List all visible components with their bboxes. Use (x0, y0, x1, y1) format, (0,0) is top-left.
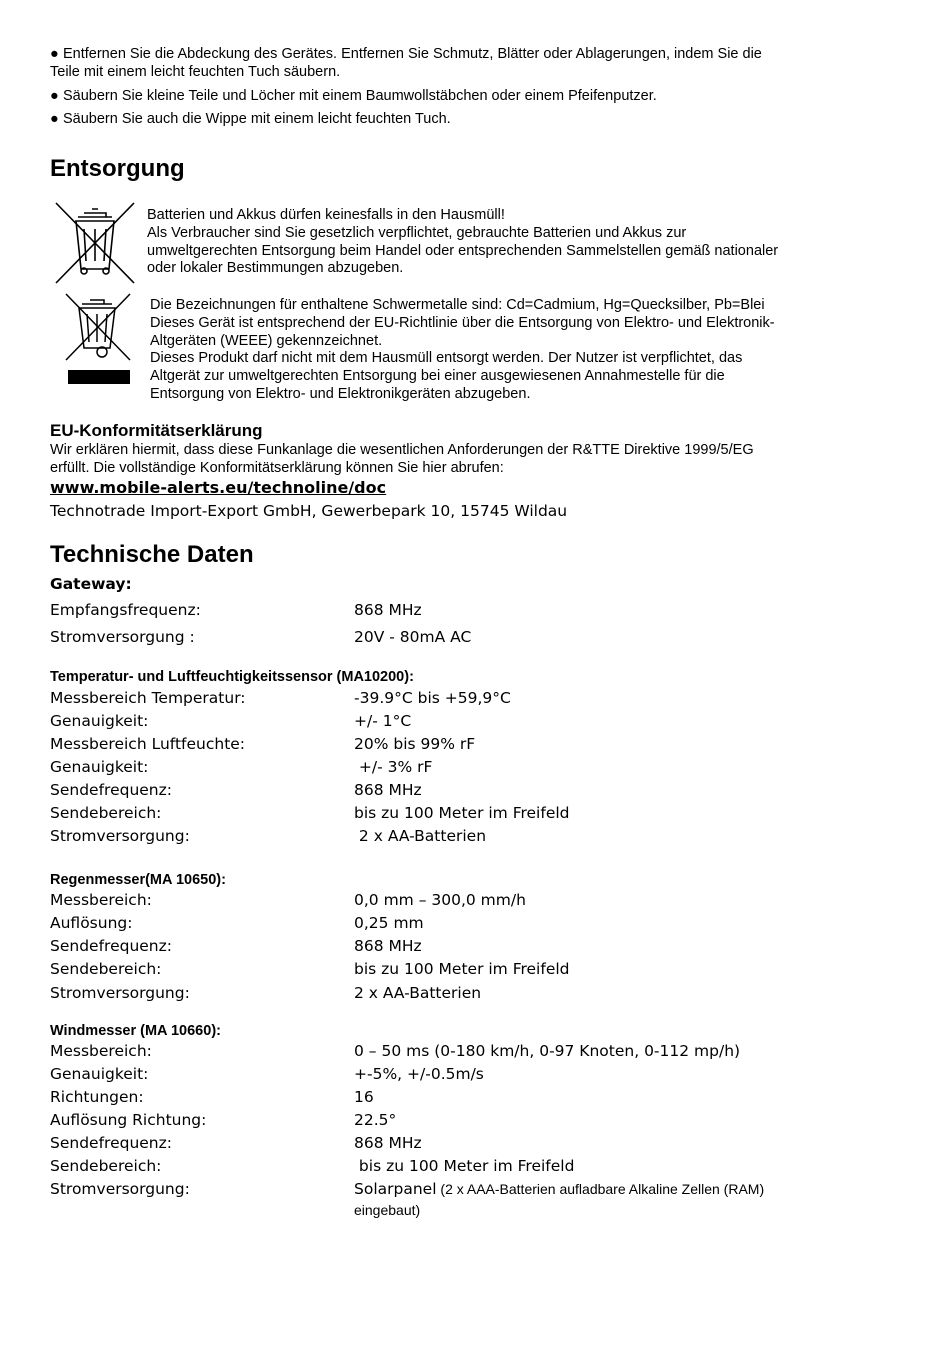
spec-row (50, 984, 870, 1006)
bullet-text: Säubern Sie kleine Teile und Löcher mit einem Baumwollstäbchen oder einem Pfeifenputzer. (63, 88, 657, 104)
spec-label: Genauigkeit: (50, 758, 149, 776)
text-line: Altgerät zur umweltgerechten Entsorgung bei einer ausgewiesenen Annahmestelle für die (150, 368, 725, 385)
spec-row (50, 960, 870, 982)
spec-label: Sendefrequenz: (50, 1134, 172, 1152)
text-line: Dieses Produkt darf nicht mit dem Hausmüll entsorgt werden. Der Nutzer ist verpflichtet, das (150, 350, 743, 367)
power-detail-cont: eingebaut) (354, 1202, 421, 1218)
spec-row (50, 689, 870, 711)
spec-value: bis zu 100 Meter im Freifeld (354, 1157, 575, 1175)
thsensor-heading: Temperatur- und Luftfeuchtigkeitssensor (MA10200): (50, 669, 414, 685)
spec-label: Sendebereich: (50, 960, 162, 978)
disposal-heading: Entsorgung (50, 155, 185, 182)
spec-value: 0 – 50 ms (0-180 km/h, 0-97 Knoten, 0-112 mp/h) (354, 1042, 741, 1060)
spec-row (50, 628, 870, 650)
spec-value: 20% bis 99% rF (354, 735, 476, 753)
bullet-text-cont: Teile mit einem leicht feuchten Tuch säubern. (50, 64, 341, 80)
spec-row (50, 601, 870, 623)
cleaning-bullet-1 (50, 45, 830, 81)
spec-row (50, 937, 870, 959)
bullet-dot-icon: ● (50, 88, 59, 104)
spec-value: bis zu 100 Meter im Freifeld (354, 960, 570, 978)
spec-label: Messbereich: (50, 891, 152, 909)
spec-label: Auflösung: (50, 914, 133, 932)
text-line: Die Bezeichnungen für enthaltene Schwermetalle sind: Cd=Cadmium, Hg=Quecksilber, Pb=Blei (150, 297, 765, 313)
spec-label: Genauigkeit: (50, 1065, 149, 1083)
spec-value: +/- 1°C (354, 712, 412, 730)
spec-label: Stromversorgung: (50, 984, 190, 1002)
spec-label: Stromversorgung: (50, 1180, 190, 1198)
conformity-text (50, 442, 754, 478)
spec-value (354, 1180, 764, 1198)
disposal-battery-text (147, 207, 778, 278)
spec-row (50, 1042, 870, 1064)
rain-heading: Regenmesser(MA 10650): (50, 872, 226, 888)
bullet-dot-icon: ● (50, 111, 59, 127)
spec-value: -39.9°C bis +59,9°C (354, 689, 511, 707)
spec-label: Auflösung Richtung: (50, 1111, 207, 1129)
spec-value: 2 x AA-Batterien (354, 827, 487, 845)
text-line: oder lokaler Bestimmungen abzugeben. (147, 260, 404, 277)
conformity-heading: EU-Konformitätserklärung (50, 421, 263, 440)
spec-value: 868 MHz (354, 937, 422, 955)
spec-value: 2 x AA-Batterien (354, 984, 482, 1002)
spec-row (50, 1157, 870, 1179)
text-line: Batterien und Akkus dürfen keinesfalls in den Hausmüll! (147, 207, 505, 223)
spec-label: Sendefrequenz: (50, 781, 172, 799)
cleaning-bullet-2 (50, 87, 830, 105)
tech-heading: Technische Daten (50, 541, 254, 568)
bullet-dot-icon: ● (50, 46, 59, 62)
spec-label: Richtungen: (50, 1088, 144, 1106)
spec-label: Messbereich Luftfeuchte: (50, 735, 246, 753)
spec-value: 868 MHz (354, 601, 422, 619)
company-address: Technotrade Import-Export GmbH, Gewerbepark 10, 15745 Wildau (50, 502, 568, 520)
text-line: umweltgerechten Entsorgung beim Handel oder entsprechenden Sammelstellen gemäß nationaler (147, 242, 779, 259)
spec-value: bis zu 100 Meter im Freifeld (354, 804, 570, 822)
spec-label: Messbereich: (50, 1042, 152, 1060)
weee-crossed-bin-icon (64, 292, 134, 386)
spec-value: 868 MHz (354, 1134, 422, 1152)
spec-label: Sendebereich: (50, 804, 162, 822)
spec-row (50, 1180, 870, 1202)
spec-label: Messbereich Temperatur: (50, 689, 246, 707)
text-line: Altgeräten (WEEE) gekennzeichnet. (150, 332, 383, 349)
crossed-out-bin-icon (54, 201, 136, 285)
spec-row (50, 1088, 870, 1110)
wind-heading: Windmesser (MA 10660): (50, 1023, 221, 1039)
spec-label: Genauigkeit: (50, 712, 149, 730)
spec-row (50, 1065, 870, 1087)
spec-row (50, 712, 870, 734)
spec-value: 22.5° (354, 1111, 397, 1129)
spec-value: +-5%, +/-0.5m/s (354, 1065, 484, 1083)
spec-row (50, 735, 870, 757)
spec-value: +/- 3% rF (354, 758, 433, 776)
gateway-heading: Gateway: (50, 575, 132, 593)
spec-row (50, 758, 870, 780)
spec-label: Empfangsfrequenz: (50, 601, 201, 619)
cleaning-bullet-3 (50, 110, 830, 128)
spec-label: Sendebereich: (50, 1157, 162, 1175)
spec-row (50, 827, 870, 849)
spec-value: 0,0 mm – 300,0 mm/h (354, 891, 526, 909)
spec-value: 16 (354, 1088, 374, 1106)
spec-row (50, 1134, 870, 1156)
spec-label: Sendefrequenz: (50, 937, 172, 955)
spec-label: Stromversorgung: (50, 827, 190, 845)
bullet-text: Entfernen Sie die Abdeckung des Gerätes. Entfernen Sie Schmutz, Blätter oder Ablagerungen, indem Sie die (63, 46, 762, 62)
text-line: Wir erklären hiermit, dass diese Funkanlage die wesentlichen Anforderungen der R&TTE Direktive 1999/5/EG (50, 442, 754, 458)
spec-value: 20V - 80mA AC (354, 628, 472, 646)
spec-label: Stromversorgung : (50, 628, 195, 646)
text-line: Dieses Gerät ist entsprechend der EU-Richtlinie über die Entsorgung von Elektro- und Elektronik- (150, 314, 775, 331)
spec-value: 868 MHz (354, 781, 422, 799)
spec-row (50, 891, 870, 913)
power-main: Solarpanel (354, 1180, 437, 1198)
conformity-link[interactable]: www.mobile-alerts.eu/technoline/doc (50, 478, 387, 497)
disposal-weee-text (150, 297, 775, 404)
power-detail: (2 x AAA-Batterien aufladbare Alkaline Zellen (RAM) (436, 1181, 765, 1197)
text-line: Entsorgung von Elektro- und Elektronikgeräten abzugeben. (150, 385, 531, 402)
text-line: Als Verbraucher sind Sie gesetzlich verpflichtet, gebrauchte Batterien und Akkus zur (147, 224, 687, 241)
spec-value: 0,25 mm (354, 914, 424, 932)
spec-row (50, 914, 870, 936)
bullet-text: Säubern Sie auch die Wippe mit einem leicht feuchten Tuch. (63, 111, 451, 127)
spec-row (50, 1111, 870, 1133)
text-line: erfüllt. Die vollständige Konformitätserklärung können Sie hier abrufen: (50, 459, 504, 476)
spec-row (50, 804, 870, 826)
spec-row (50, 781, 870, 803)
